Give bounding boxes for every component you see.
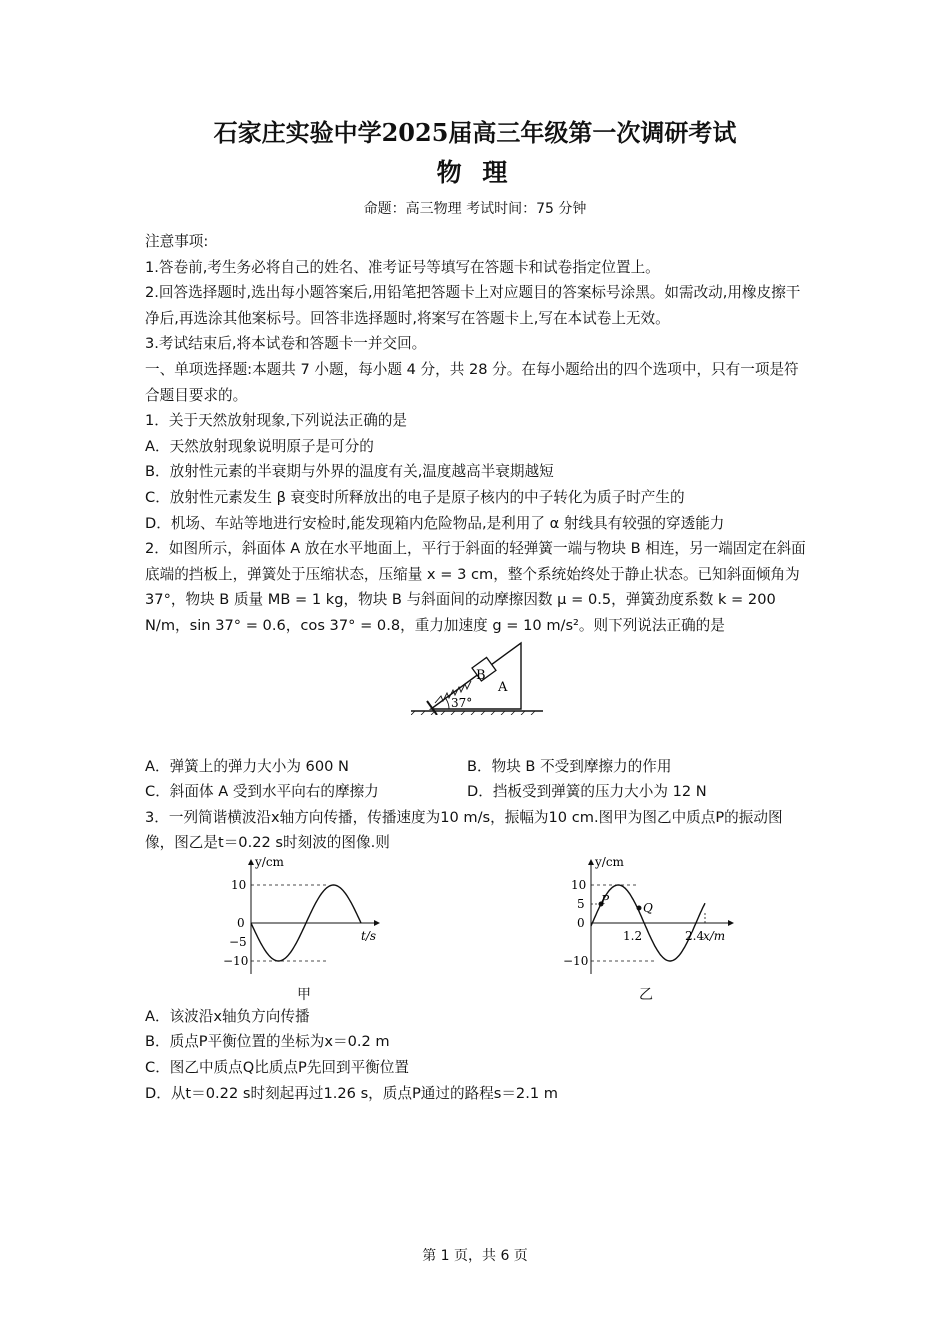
- note-item: 3.考试结束后,将本试卷和答题卡一并交回。: [145, 335, 427, 353]
- question-1-stem: 1．关于天然放射现象,下列说法正确的是: [145, 412, 408, 430]
- wave-y-tick: −10: [563, 953, 589, 968]
- graph-yi-caption: 乙: [639, 986, 653, 1003]
- vib-y-tick: 10: [231, 877, 247, 892]
- question-2-options-row-1: [145, 754, 810, 780]
- page-footer: 第 1 页，共 6 页: [422, 1248, 528, 1264]
- incline-figure: [145, 639, 810, 754]
- question-2-options-row-2: [145, 779, 810, 805]
- angle-arc: [446, 699, 449, 709]
- wave-graph: [557, 856, 737, 978]
- exam-body: [145, 229, 810, 1106]
- question-2-option-d: D．挡板受到弹簧的压力大小为 12 N: [467, 783, 707, 801]
- vibration-graph: [215, 856, 385, 978]
- question-1-option-a: A．天然放射现象说明原子是可分的: [145, 437, 374, 455]
- point-q-marker: [637, 905, 642, 910]
- question-3-stem: 3．一列简谐横波沿x轴方向传播，传播速度为10 m/s，振幅为10 cm.图甲为图乙中质点P的振动图像，图乙是t＝0.22 s时刻波的图像.则: [145, 808, 783, 852]
- vib-y-tick: −10: [223, 953, 249, 968]
- question-2-stem: 2．如图所示，斜面体 A 放在水平地面上，平行于斜面的轻弹簧一端与物块 B 相连，另一端固定在斜面底端的挡板上，弹簧处于压缩状态，压缩量 x = 3 cm，整个系统始终处于静止状态。已知斜面倾角为 37°，物块 B 质量 MB = 1 kg，物块 B 与斜面间的动摩擦因数 μ = 0.5，弹簧劲度系数 k = 200 N/m，sin 37° = 0.6，cos 37° = 0.8，重力加速度 g = 10 m/s²。则下列说法正确的是: [145, 540, 806, 634]
- question-2-option-a: A．弹簧上的弹力大小为 600 N: [145, 757, 349, 775]
- notes-heading: 注意事项:: [145, 233, 209, 250]
- wave-x-label: x/m: [703, 928, 726, 943]
- angle-label: 37°: [451, 695, 473, 710]
- vib-x-label: t/s: [361, 928, 377, 943]
- question-3-option-c: C．图乙中质点Q比质点P先回到平衡位置: [145, 1059, 409, 1077]
- wave-y-tick: 0: [577, 915, 585, 930]
- subject-title: 物 理: [436, 158, 514, 187]
- question-3-option-b: B．质点P平衡位置的坐标为x＝0.2 m: [145, 1033, 390, 1051]
- wave-y-tick: 10: [571, 877, 587, 892]
- vib-y-tick: 0: [237, 915, 245, 930]
- wave-y-label: y/cm: [595, 855, 624, 869]
- wave-graphs: [145, 856, 810, 1004]
- vib-y-tick: −5: [229, 934, 247, 949]
- wave-y-tick: 5: [577, 896, 585, 911]
- exam-meta: 命题：高三物理 考试时间：75 分钟: [363, 201, 587, 217]
- note-item: 1.答卷前,考生务必将自己的姓名、准考证号等填写在答题卡和试卷指定位置上。: [145, 258, 660, 276]
- question-3-option-d: D．从t＝0.22 s时刻起再过1.26 s，质点P通过的路程s＝2.1 m: [145, 1084, 558, 1102]
- graph-jia-caption: 甲: [297, 986, 311, 1003]
- question-3-option-a: A．该波沿x轴负方向传播: [145, 1007, 310, 1025]
- point-q-label: Q: [643, 900, 653, 915]
- wave-x-tick: 1.2: [623, 928, 643, 943]
- question-1-option-c: C．放射性元素发生 β 衰变时所释放出的电子是原子核内的中子转化为质子时产生的: [145, 488, 685, 506]
- section-heading: 一、单项选择题:本题共 7 小题，每小题 4 分，共 28 分。在每小题给出的四个选项中，只有一项是符合题目要求的。: [145, 360, 799, 404]
- question-1-option-d: D．机场、车站等地进行安检时,能发现箱内危险物品,是利用了 α 射线具有较强的穿透能力: [145, 514, 725, 532]
- incline-a-label: A: [498, 679, 508, 695]
- point-p-label: P: [601, 892, 610, 907]
- incline-diagram: [411, 641, 543, 715]
- wave-x-tick: 2.4: [685, 928, 705, 943]
- exam-title: 石家庄实验中学2025届高三年级第一次调研考试: [213, 118, 737, 147]
- question-2-option-c: C．斜面体 A 受到水平向右的摩擦力: [145, 783, 379, 801]
- note-item: 2.回答选择题时,选出每小题答案后,用铅笔把答题卡上对应题目的答案标号涂黑。如需改动,用橡皮擦干净后,再选涂其他案标号。回答非选择题时,将案写在答题卡上,写在本试卷上无效。: [145, 284, 801, 327]
- vib-y-label: y/cm: [255, 855, 284, 869]
- question-1-option-b: B．放射性元素的半衰期与外界的温度有关,温度越高半衰期越短: [145, 463, 554, 481]
- question-2-option-b: B．物块 B 不受到摩擦力的作用: [467, 757, 672, 775]
- block-b-label: B: [476, 667, 486, 683]
